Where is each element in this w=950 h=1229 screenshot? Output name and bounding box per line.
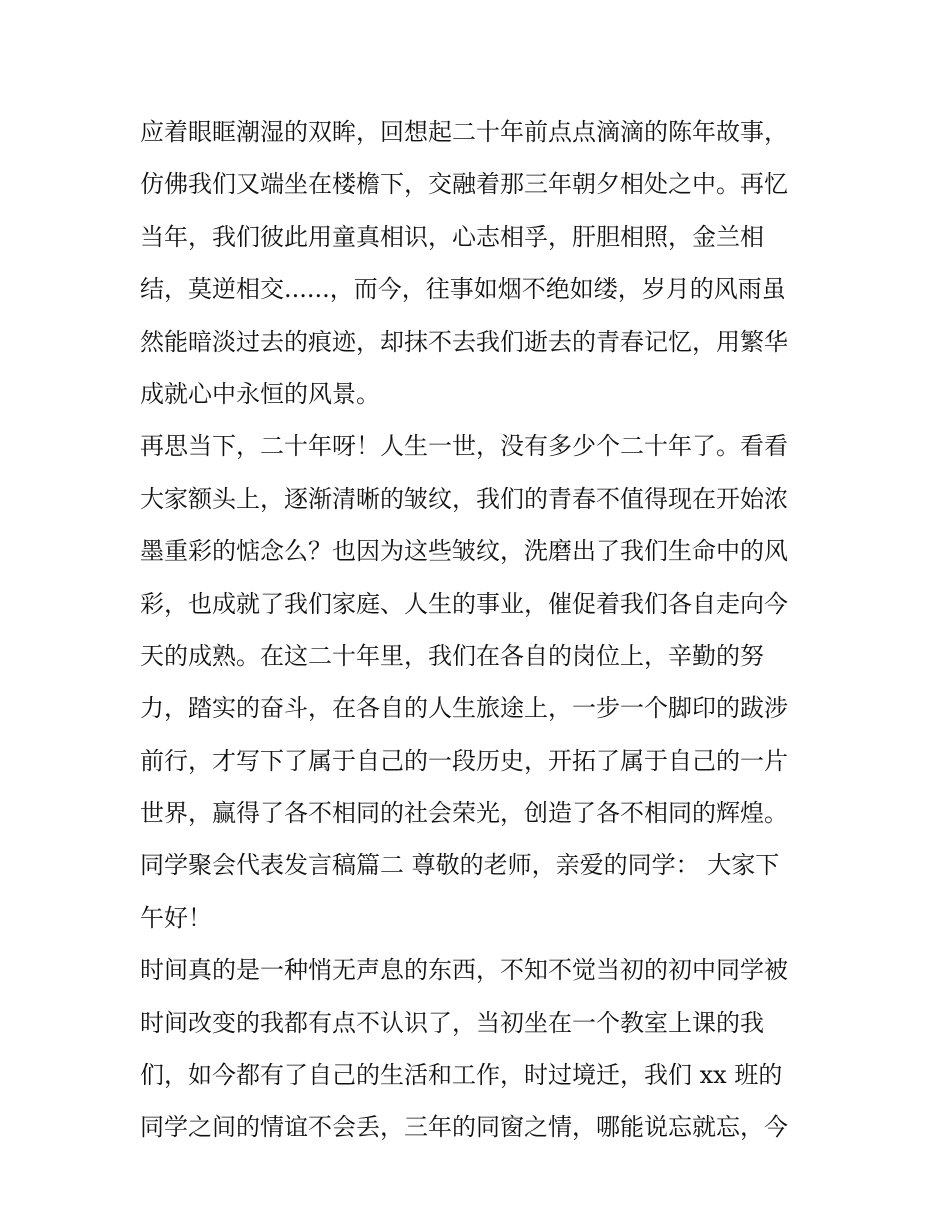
text-line: 时间真的是一种悄无声息的东西，不知不觉当初的初中同学被 xyxy=(140,956,788,985)
text-line: 墨重彩的惦念么？也因为这些皱纹，洗磨出了我们生命中的风 xyxy=(140,537,788,566)
text-line: 然能暗淡过去的痕迹，却抹不去我们逝去的青春记忆，用繁华 xyxy=(140,327,788,356)
text-line: 同学之间的情谊不会丢，三年的同窗之情，哪能说忘就忘，今 xyxy=(140,1113,788,1142)
text-line: 前行，才写下了属于自己的一段历史，开拓了属于自己的一片 xyxy=(140,746,788,775)
text-line: 同学聚会代表发言稿篇二 尊敬的老师，亲爱的同学： 大家下 xyxy=(140,851,780,880)
text-line: 午好！ xyxy=(140,903,212,932)
body-text xyxy=(140,106,820,1154)
text-line: 彩，也成就了我们家庭、人生的事业，催促着我们各自走向今 xyxy=(140,589,788,618)
text-line: 世界，赢得了各不相同的社会荣光，创造了各不相同的辉煌。 xyxy=(140,799,788,828)
text-line: 大家额头上，逐渐清晰的皱纹，我们的青春不值得现在开始浓 xyxy=(140,484,788,513)
text-line: 应着眼眶潮湿的双眸，回想起二十年前点点滴滴的陈年故事， xyxy=(140,118,788,146)
text-line: 当年，我们彼此用童真相识，心志相孚，肝胆相照，金兰相 xyxy=(140,222,764,251)
text-line: 再思当下，二十年呀！人生一世，没有多少个二十年了。看看 xyxy=(140,432,788,461)
text-line: 仿佛我们又端坐在楼檐下，交融着那三年朝夕相处之中。再忆 xyxy=(140,170,788,199)
text-line: 力，踏实的奋斗，在各自的人生旅途上，一步一个脚印的跋涉 xyxy=(140,694,788,723)
text-line: 天的成熟。在这二十年里，我们在各自的岗位上，辛勤的努 xyxy=(140,641,764,670)
text-line: 时间改变的我都有点不认识了，当初坐在一个教室上课的我 xyxy=(140,1008,764,1037)
text-line: 们，如今都有了自己的生活和工作，时过境迁，我们 xx 班的 xyxy=(140,1061,783,1090)
text-line: 成就心中永恒的风景。 xyxy=(140,379,380,408)
text-line: 结，莫逆相交......，而今，往事如烟不绝如缕，岁月的风雨虽 xyxy=(140,275,786,304)
